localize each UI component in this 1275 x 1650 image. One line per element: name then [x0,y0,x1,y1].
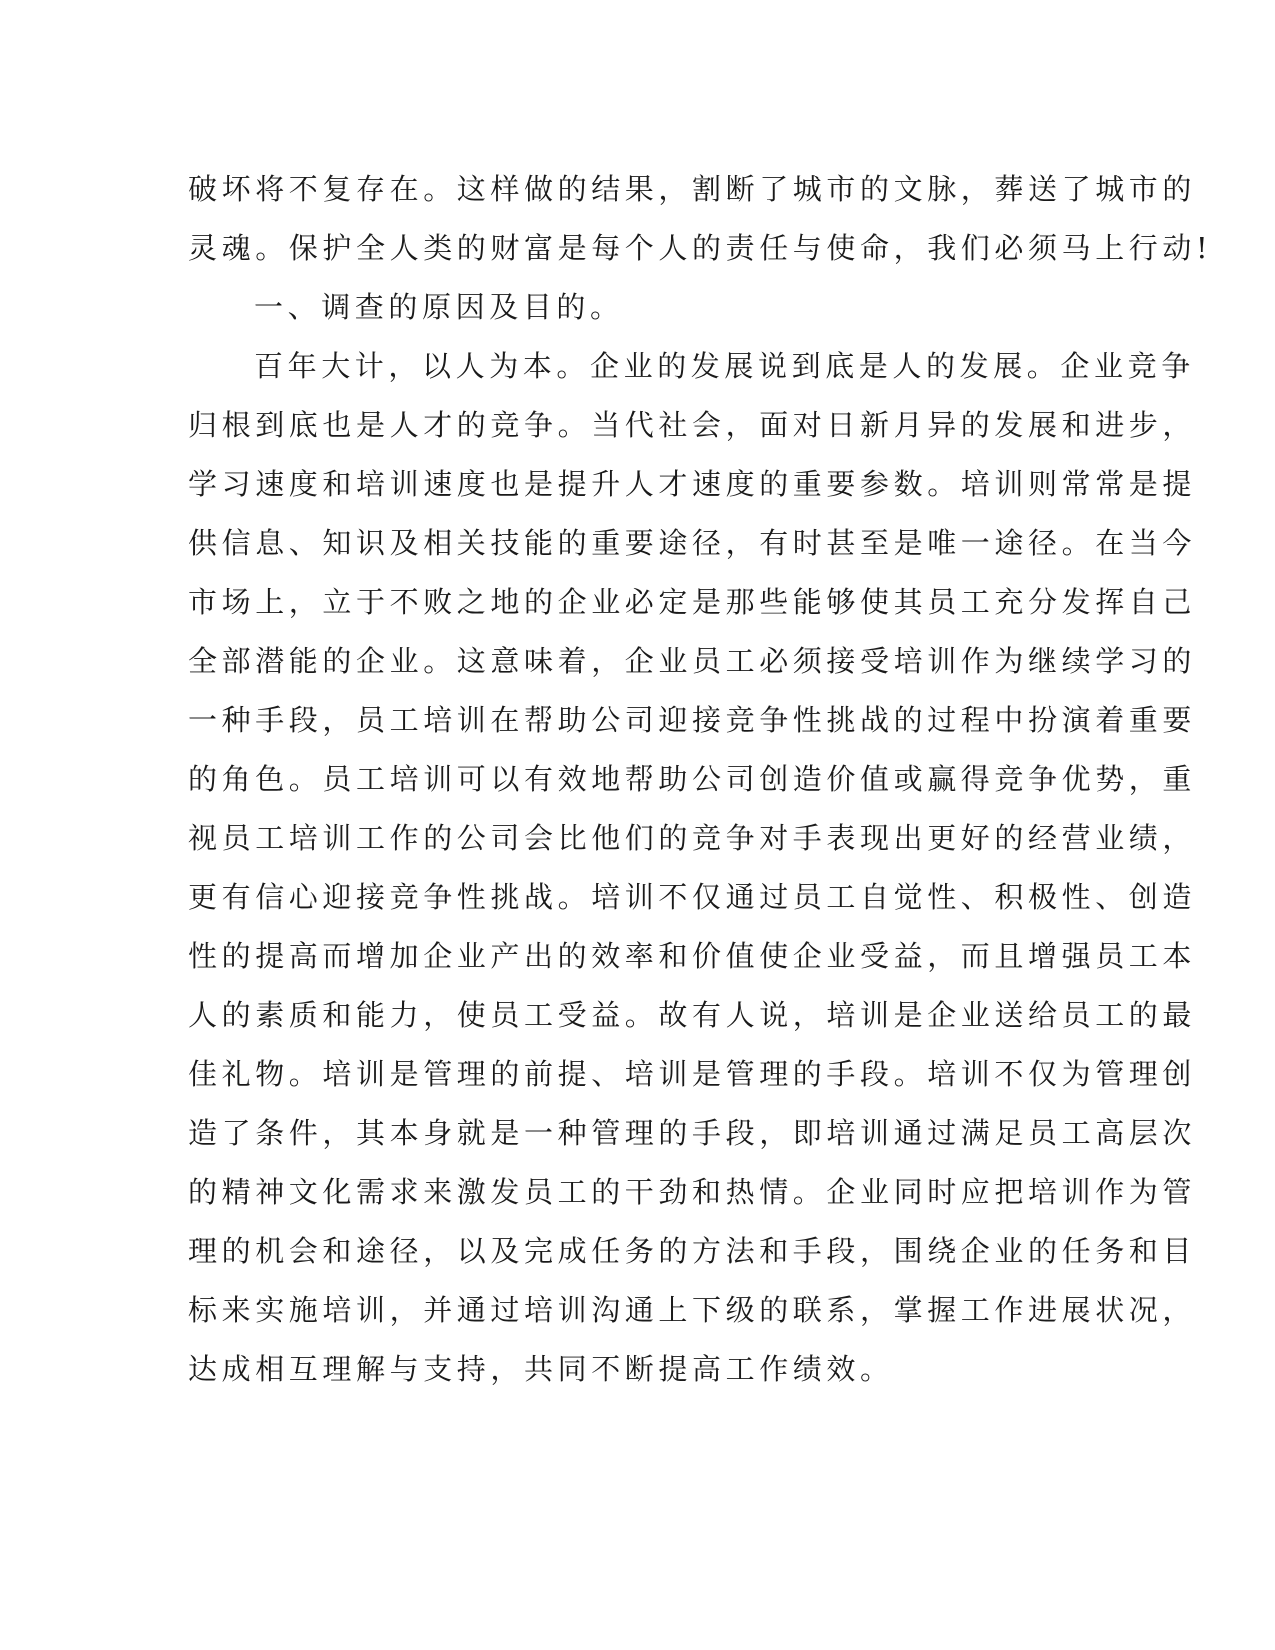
text-line: 标来实施培训，并通过培训沟通上下级的联系，掌握工作进展状况， [188,1293,1197,1327]
text-line: 归根到底也是人才的竞争。当代社会，面对日新月异的发展和进步， [188,408,1197,442]
text-line: 供信息、知识及相关技能的重要途径，有时甚至是唯一途径。在当今 [188,526,1197,560]
text-line: 全部潜能的企业。这意味着，企业员工必须接受培训作为继续学习的 [188,644,1197,678]
text-line: 人的素质和能力，使员工受益。故有人说，培训是企业送给员工的最 [188,998,1197,1032]
text-line: 一种手段，员工培训在帮助公司迎接竞争性挑战的过程中扮演着重要 [188,703,1197,737]
text-line: 市场上，立于不败之地的企业必定是那些能够使其员工充分发挥自己 [188,585,1197,619]
paragraph-first-line: 百年大计，以人为本。企业的发展说到底是人的发展。企业竞争 [254,349,1195,383]
text-line: 的角色。员工培训可以有效地帮助公司创造价值或赢得竞争优势，重 [188,762,1197,796]
text-line: 视员工培训工作的公司会比他们的竞争对手表现出更好的经营业绩， [188,821,1197,855]
text-line: 达成相互理解与支持，共同不断提高工作绩效。 [188,1352,894,1386]
text-line: 性的提高而增加企业产出的效率和价值使企业受益，而且增强员工本 [188,939,1197,973]
body-text [188,160,1213,1399]
text-line: 学习速度和培训速度也是提升人才速度的重要参数。培训则常常是提 [188,467,1197,501]
text-line: 造了条件，其本身就是一种管理的手段，即培训通过满足员工高层次 [188,1116,1197,1150]
section-heading: 一、调查的原因及目的。 [254,290,624,324]
text-line: 佳礼物。培训是管理的前提、培训是管理的手段。培训不仅为管理创 [188,1057,1197,1091]
text-line: 灵魂。保护全人类的财富是每个人的责任与使命，我们必须马上行动! [188,231,1213,265]
text-line: 的精神文化需求来激发员工的干劲和热情。企业同时应把培训作为管 [188,1175,1197,1209]
text-line: 理的机会和途径，以及完成任务的方法和手段，围绕企业的任务和目 [188,1234,1197,1268]
text-line: 更有信心迎接竞争性挑战。培训不仅通过员工自觉性、积极性、创造 [188,880,1197,914]
text-line: 破坏将不复存在。这样做的结果，割断了城市的文脉，葬送了城市的 [188,172,1197,206]
